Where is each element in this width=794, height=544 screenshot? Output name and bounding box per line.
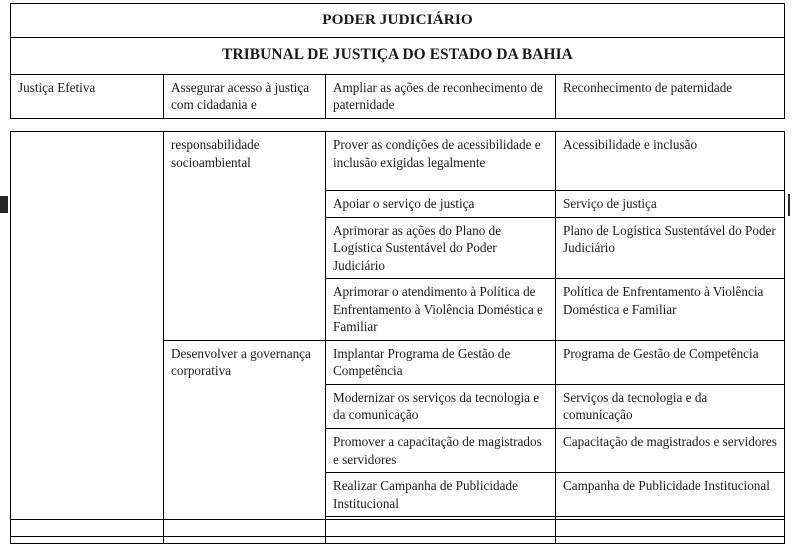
cell-product: Programa de Gestão de Competência bbox=[556, 340, 785, 384]
cell-product: Capacitação de magistrados e servidores bbox=[556, 429, 785, 473]
cell-action: Modernizar os serviços da tecnologia e da comunicação bbox=[326, 384, 556, 428]
table-row bbox=[11, 132, 785, 191]
cell-action bbox=[326, 520, 556, 537]
content-table bbox=[10, 131, 785, 544]
table-row-subtitle bbox=[11, 38, 785, 74]
cell-action: Aprimorar o atendimento à Política de Enfrentamento à Violência Doméstica e Familiar bbox=[326, 279, 556, 341]
cell-action: Aprimorar as ações do Plano de Logística Sustentável do Poder Judiciário bbox=[326, 217, 556, 279]
left-edge-marker bbox=[0, 196, 8, 213]
cell-theme bbox=[11, 520, 164, 537]
cell-product: Campanha de Publicidade Institucional bbox=[556, 473, 785, 517]
cell-product: Acessibilidade e inclusão bbox=[556, 132, 785, 191]
cell-theme: Justiça Efetiva bbox=[11, 74, 164, 118]
cell-action: Realizar Campanha de Publicidade Institucional bbox=[326, 473, 556, 517]
right-edge-marker bbox=[788, 194, 790, 216]
cell-action: Prover as condições de acessibilidade e inclusão exigidas legalmente bbox=[326, 132, 556, 191]
cell-action: Ampliar as ações de reconhecimento de paternidade bbox=[326, 74, 556, 118]
cell-objective: responsabilidade socioambiental bbox=[164, 132, 326, 341]
cell-product: Reconhecimento de paternidade bbox=[556, 74, 785, 118]
cell-action: Promover a capacitação de magistrados e servidores bbox=[326, 429, 556, 473]
cell-action: Implantar Programa de Gestão de Competência bbox=[326, 340, 556, 384]
cell-product: Serviços da tecnologia e da comunicação bbox=[556, 384, 785, 428]
header-table bbox=[10, 3, 785, 119]
document-title: PODER JUDICIÁRIO bbox=[11, 4, 785, 38]
cell-product bbox=[556, 520, 785, 537]
document-subtitle: TRIBUNAL DE JUSTIÇA DO ESTADO DA BAHIA bbox=[11, 38, 785, 74]
cell-objective bbox=[164, 520, 326, 537]
cell-action: Apoiar o serviço de justiça bbox=[326, 191, 556, 218]
cell-product: Política de Enfrentamento à Violência Doméstica e Familiar bbox=[556, 279, 785, 341]
table-row bbox=[11, 520, 785, 537]
cell-objective: Desenvolver a governança corporativa bbox=[164, 340, 326, 543]
cell-product: Serviço de justiça bbox=[556, 191, 785, 218]
next-row-partial bbox=[10, 519, 785, 537]
cell-product: Plano de Logística Sustentável do Poder Judiciário bbox=[556, 217, 785, 279]
table-row bbox=[11, 74, 785, 118]
cell-theme-span bbox=[11, 132, 164, 544]
table-row-title bbox=[11, 4, 785, 38]
cell-objective: Assegurar acesso à justiça com cidadania e bbox=[164, 74, 326, 118]
